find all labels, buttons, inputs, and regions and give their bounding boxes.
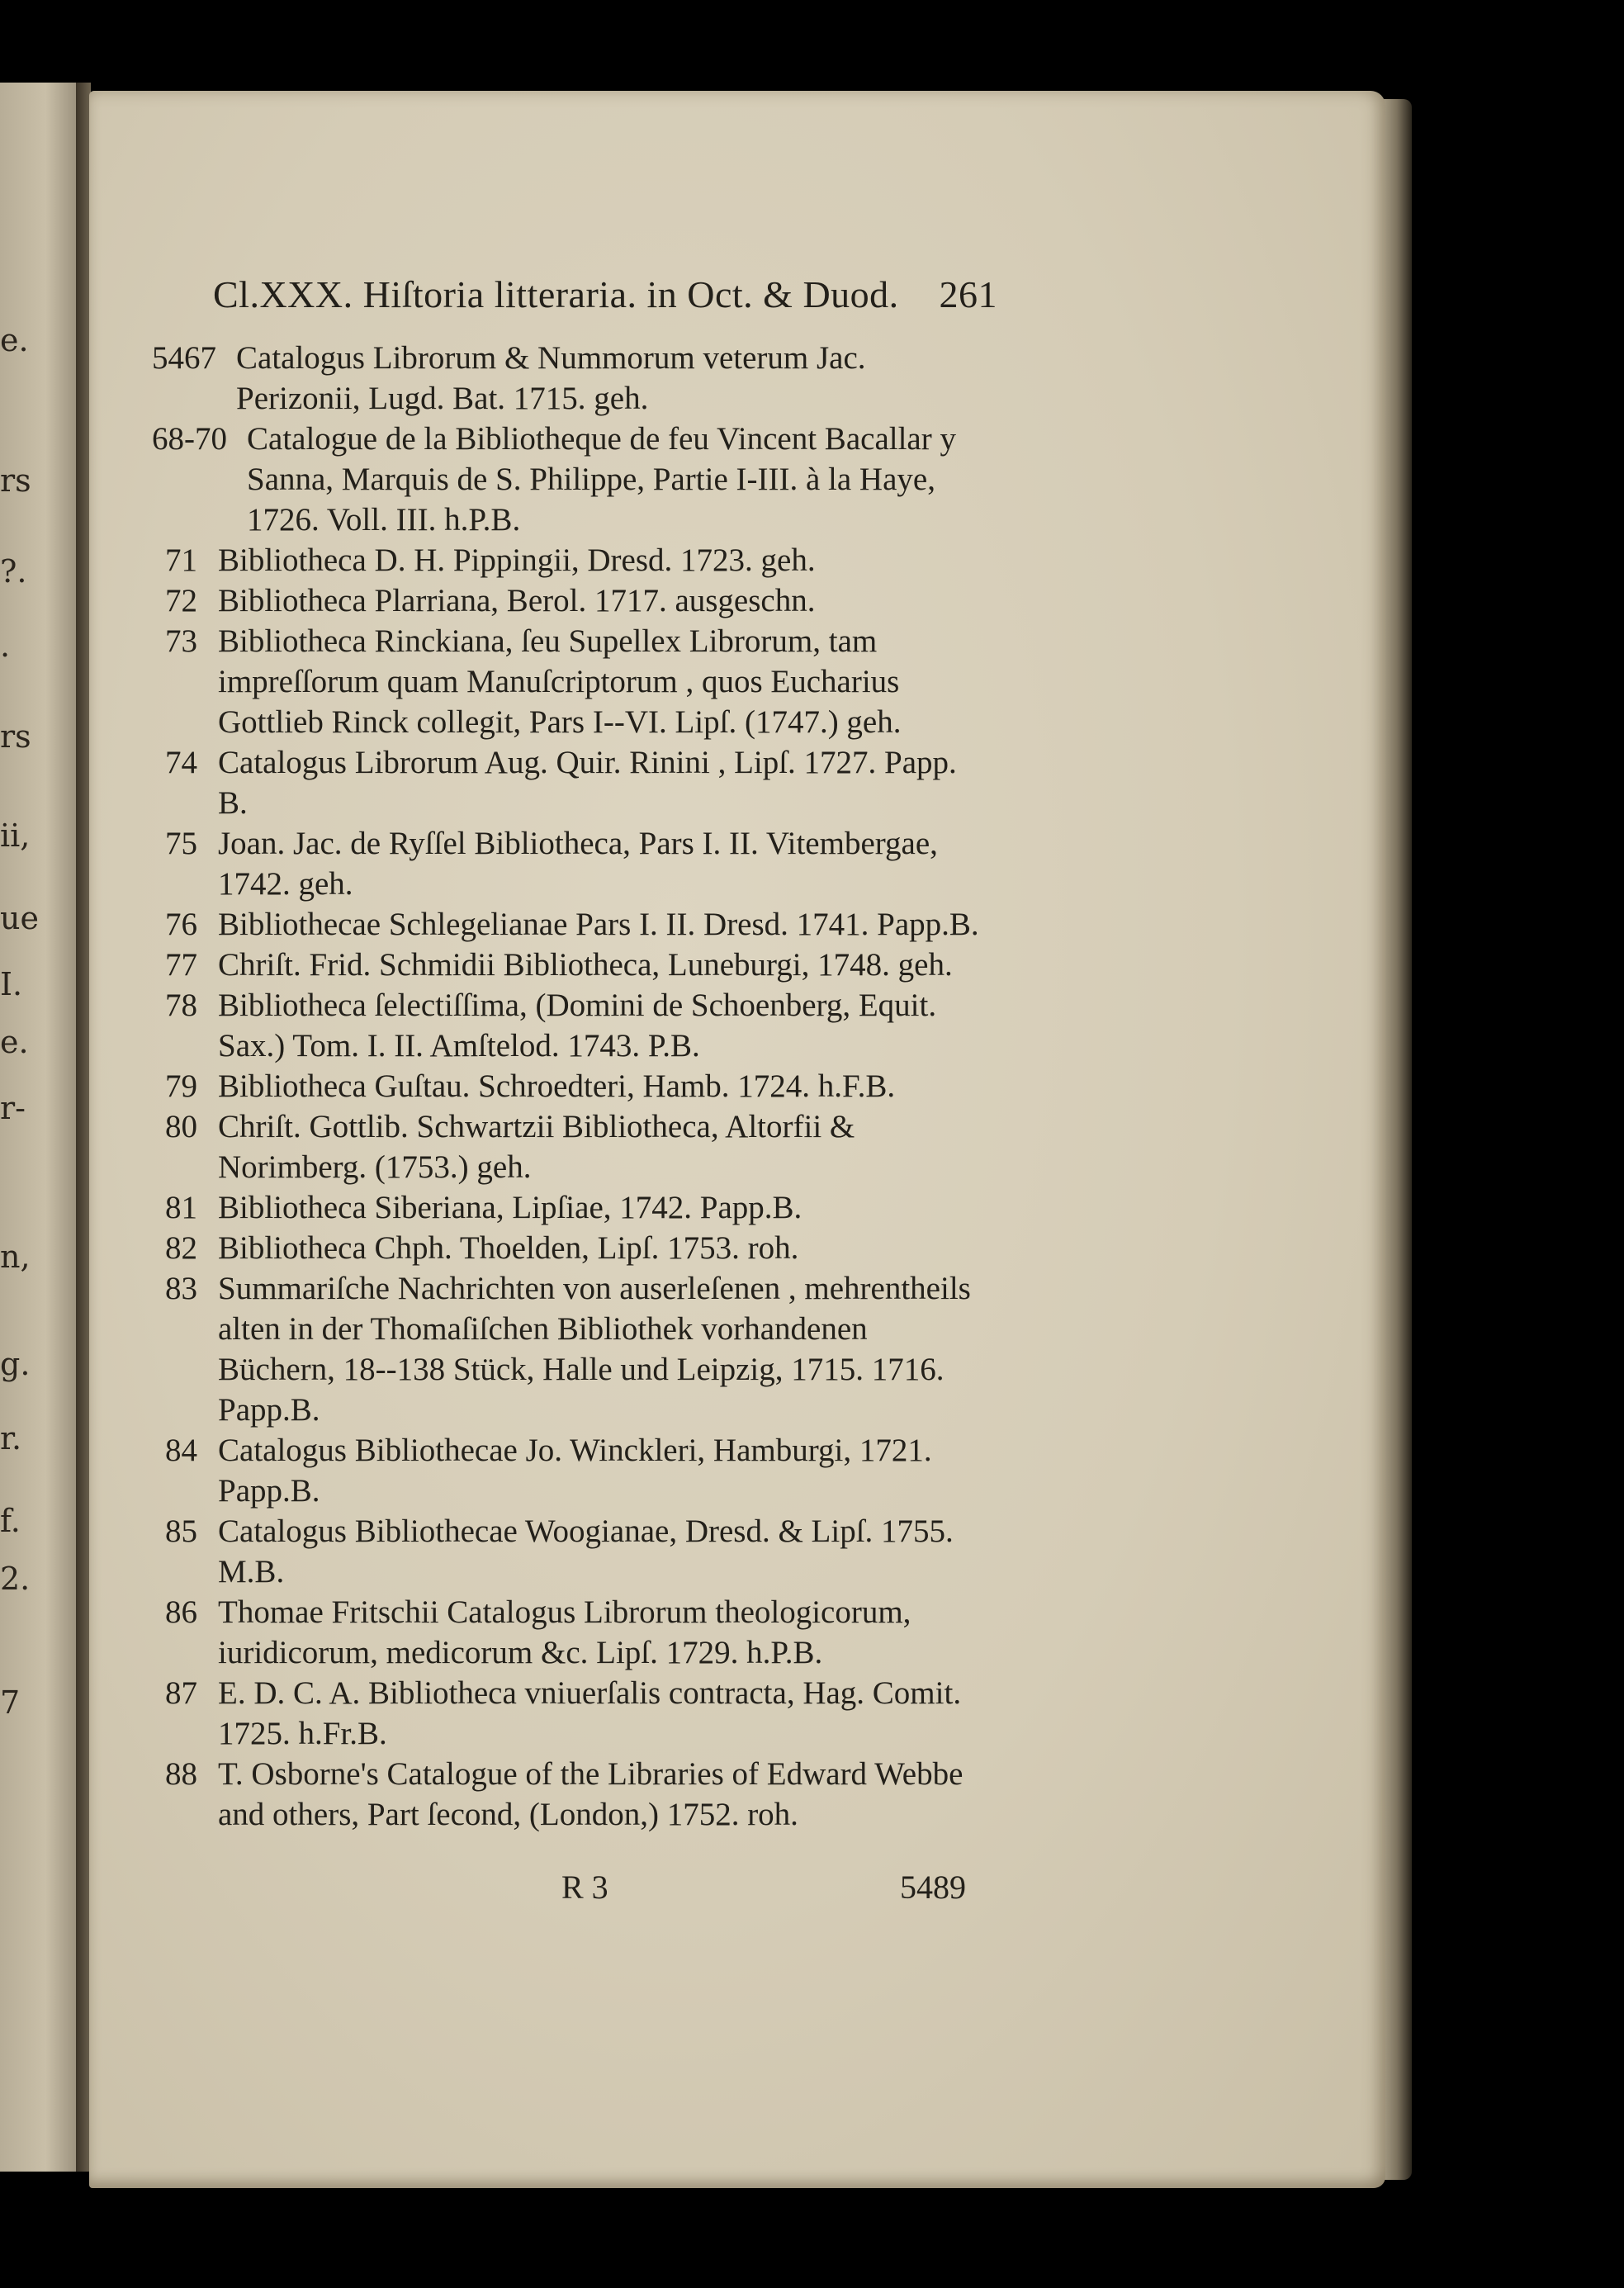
entry-text: Bibliotheca D. H. Pippingii, Dresd. 1723. geh. [218,542,816,578]
catalogue-entry [165,1106,991,1187]
catalogue-entry [165,1511,991,1592]
page-footer [561,1868,966,1907]
entry-text: Chriſt. Gottlib. Schwartzii Bibliotheca, Altorfii & Norimberg. (1753.) geh. [218,1109,855,1185]
entry-text: T. Osborne's Catalogue of the Libraries of Edward Webbe and others, Part ſecond, (London,) 1752. roh. [218,1756,964,1832]
catalogue-entry [165,823,991,904]
entry-text: Bibliothecae Schlegelianae Pars I. II. Dresd. 1741. Papp.B. [218,907,979,942]
left-page-fragment: ?. [0,553,27,590]
left-page-fragment: rs [0,718,31,755]
catalogue-entry [165,742,991,823]
catchword: 5489 [900,1869,966,1906]
left-page-fragment: 7 [0,1684,21,1721]
entry-number: 80 [165,1109,197,1144]
entry-number: 78 [165,988,197,1023]
entry-number: 81 [165,1190,197,1225]
left-page-fragment: rs [0,462,31,499]
catalogue-entry [165,1187,991,1228]
left-page-fragment: 2. [0,1561,31,1597]
catalogue-entry [152,419,991,540]
entry-text: Bibliotheca Rinckiana, ſeu Supellex Librorum, tam impreſſorum quam Manuſcriptorum , quos Eucharius Gottlieb Rinck collegit, Pars I--VI. Lipſ. (1747.) geh. [218,623,902,740]
entry-number: 87 [165,1675,197,1711]
catalogue-entry [165,580,991,621]
running-head [213,272,997,316]
entry-number: 83 [165,1271,197,1306]
entry-text: Bibliotheca Guſtau. Schroedteri, Hamb. 1724. h.F.B. [218,1068,896,1104]
entry-number: 74 [165,745,197,780]
entry-text: Joan. Jac. de Ryſſel Bibliotheca, Pars I. II. Vitembergae, 1742. geh. [218,826,938,902]
left-page-fragment: e. [0,1024,29,1060]
entry-number: 72 [165,583,197,618]
left-page-fragment: r. [0,1420,22,1457]
page-number: 261 [939,273,997,315]
entry-number: 75 [165,826,197,861]
entry-text: Bibliotheca Plarriana, Berol. 1717. ausgeschn. [218,583,816,618]
catalogue-entry [165,1430,991,1511]
entry-text: Catalogus Librorum & Nummorum veterum Jac. Perizonii, Lugd. Bat. 1715. geh. [236,340,866,416]
entry-text: Catalogus Bibliothecae Jo. Winckleri, Hamburgi, 1721. Papp.B. [218,1433,932,1509]
entry-number: 73 [165,623,197,659]
entry-number: 88 [165,1756,197,1792]
left-page-fragment: e. [0,322,29,358]
catalogue-entry [165,985,991,1066]
entry-number: 82 [165,1230,197,1266]
catalogue-entry [152,338,991,419]
catalogue-entry [165,1592,991,1673]
entry-text: Catalogus Bibliothecae Woogianae, Dresd. & Lipſ. 1755. M.B. [218,1513,954,1589]
catalogue-entry [165,621,991,742]
entry-text: Bibliotheca ſelectiſſima, (Domini de Schoenberg, Equit. Sax.) Tom. I. II. Amſtelod. 1743. P.B. [218,988,937,1063]
entry-number: 86 [165,1594,197,1630]
left-page-fragment: ue [0,900,39,936]
left-page-fragments [0,83,39,2172]
catalogue-entry [165,1673,991,1754]
catalogue-entry [165,540,991,580]
left-page-fragment: g. [0,1346,31,1382]
left-page-fragment: I. [0,966,23,1002]
entry-text: Bibliotheca Chph. Thoelden, Lipſ. 1753. roh. [218,1230,799,1266]
entry-text: E. D. C. A. Bibliotheca vniuerſalis contracta, Hag. Comit. 1725. h.Fr.B. [218,1675,962,1751]
entry-text: Catalogus Librorum Aug. Quir. Rinini , Lipſ. 1727. Papp. B. [218,745,957,821]
catalogue-entry [165,945,991,985]
entry-text: Bibliotheca Siberiana, Lipſiae, 1742. Papp.B. [218,1190,803,1225]
catalogue-entry [165,904,991,945]
left-page-fragment: f. [0,1503,21,1539]
running-head-title: Cl.XXX. Hiſtoria litteraria. in Oct. & Duod. [213,273,899,315]
entry-text: Summariſche Nachrichten von auserleſenen , mehrentheils alten in der Thomaſiſchen Bibliothek vorhandenen Büchern, 18--138 Stück, Halle und Leipzig, 1715. 1716. Papp.B. [218,1271,971,1428]
catalogue-entry [165,1066,991,1106]
catalogue-entry [165,1228,991,1268]
entry-number: 85 [165,1513,197,1549]
entry-text: Catalogue de la Bibliotheque de feu Vincent Bacallar y Sanna, Marquis de S. Philippe, Partie I-III. à la Haye, 1726. Voll. III. h.P.B. [247,421,956,538]
entry-number: 84 [165,1433,197,1468]
left-page-margin [0,83,81,2172]
entry-number: 71 [165,542,197,578]
entry-number: 68-70 [152,421,227,457]
entry-number: 76 [165,907,197,942]
catalogue-entry [165,1754,991,1835]
left-page-fragment: r- [0,1090,26,1126]
left-page-fragment: ii, [0,817,31,854]
entry-text: Chriſt. Frid. Schmidii Bibliotheca, Luneburgi, 1748. geh. [218,947,953,983]
entry-number: 79 [165,1068,197,1104]
left-page-fragment: . [0,628,11,664]
signature-mark: R 3 [561,1869,608,1906]
catalogue-entries [152,338,991,1835]
left-page-fragment: n, [0,1239,31,1275]
entry-number: 5467 [152,340,216,376]
page-text-block [152,272,997,1907]
entry-text: Thomae Fritschii Catalogus Librorum theologicorum, iuridicorum, medicorum &c. Lipſ. 1729. h.P.B. [218,1594,911,1670]
catalogue-entry [165,1268,991,1430]
entry-number: 77 [165,947,197,983]
